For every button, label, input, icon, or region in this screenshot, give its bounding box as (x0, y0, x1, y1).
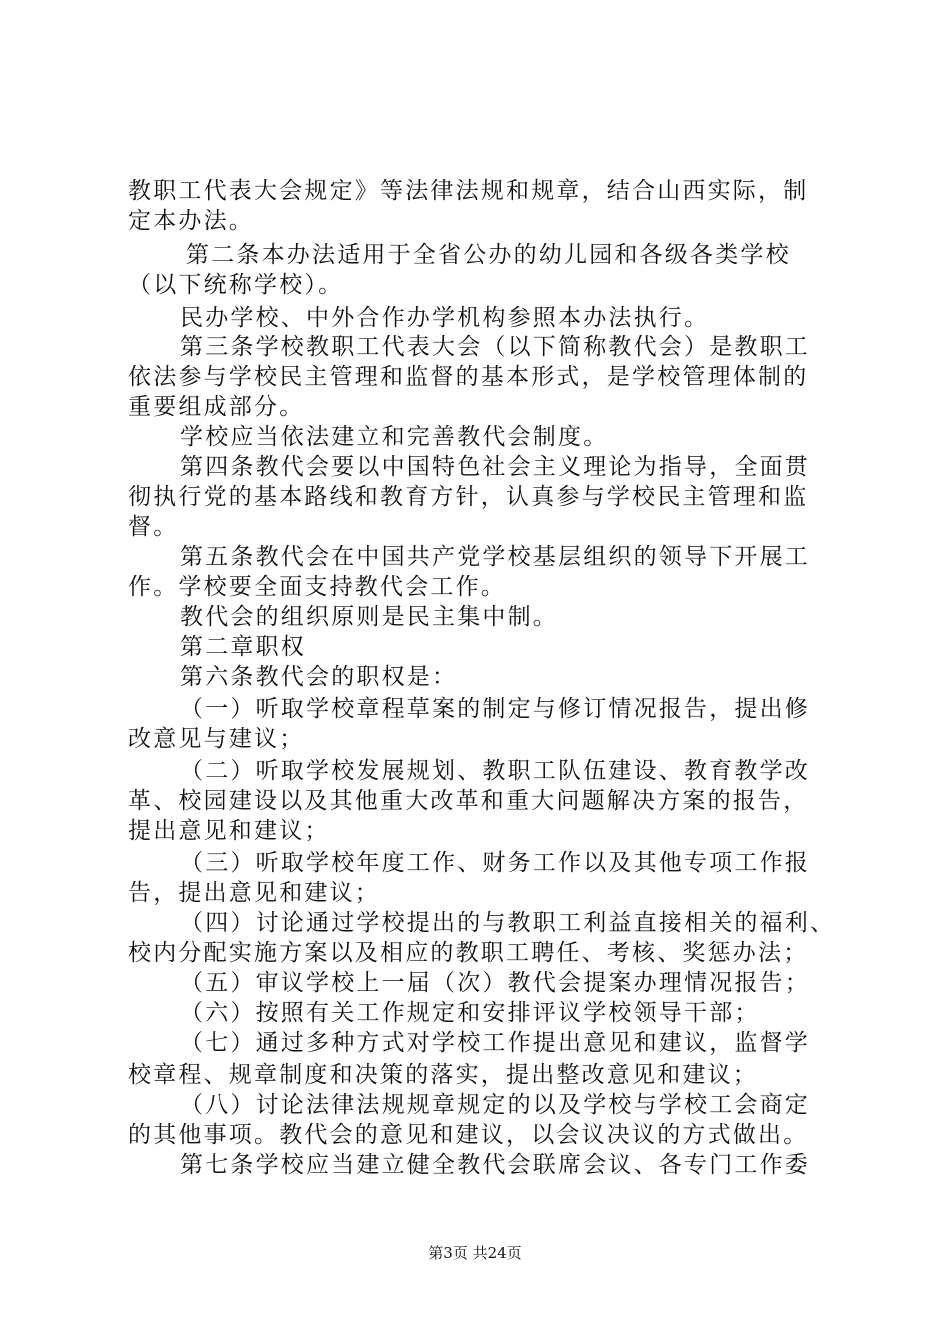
text-line: （八）讨论法律法规规章规定的以及学校与学校工会商定 (180, 1092, 810, 1118)
text-line: 的其他事项。教代会的意见和建议，以会议决议的方式做出。 (128, 1122, 809, 1148)
text-line: （二）听取学校发展规划、教职工队伍建设、教育教学改 (180, 758, 810, 784)
text-line: 学校应当依法建立和完善教代会制度。 (180, 424, 609, 450)
text-line: （以下统称学校）。 (128, 272, 344, 298)
text-line: 教职工代表大会规定》等法律法规和规章，结合山西实际，制 (128, 178, 809, 204)
text-line: 告，提出意见和建议； (128, 880, 380, 906)
text-line: 改意见与建议； (128, 726, 305, 752)
text-line: 提出意见和建议； (128, 818, 330, 844)
text-line: 第七条学校应当建立健全教代会联席会议、各专门工作委 (180, 1152, 810, 1178)
text-line: 民办学校、中外合作办学机构参照本办法执行。 (180, 305, 710, 331)
text-line: （五）审议学校上一届（次）教代会提案办理情况报告； (180, 970, 810, 996)
text-line: 校章程、规章制度和决策的落实，提出整改意见和建议； (128, 1062, 758, 1088)
text-line: 依法参与学校民主管理和监督的基本形式，是学校管理体制的 (128, 364, 809, 390)
text-line: （七）通过多种方式对学校工作提出意见和建议，监督学 (180, 1030, 810, 1056)
text-line: （六）按照有关工作规定和安排评议学校领导干部； (180, 1000, 760, 1026)
text-line: 第三条学校教职工代表大会（以下简称教代会）是教职工 (180, 334, 810, 360)
text-line: 第二条本办法适用于全省公办的幼儿园和各级各类学校 (186, 242, 791, 268)
page-number-footer: 第3页 共24页 (428, 1244, 522, 1262)
text-line: 督。 (128, 514, 179, 540)
text-line: （一）听取学校章程草案的制定与修订情况报告，提出修 (180, 696, 810, 722)
text-line: （四）讨论通过学校提出的与教职工利益直接相关的福利、 (180, 910, 836, 936)
text-line: 彻执行党的基本路线和教育方针，认真参与学校民主管理和监 (128, 484, 809, 510)
text-line: 第四条教代会要以中国特色社会主义理论为指导，全面贯 (180, 454, 810, 480)
chapter-heading: 第二章职权 (180, 634, 306, 660)
text-line: 革、校园建设以及其他重大改革和重大问题解决方案的报告， (128, 788, 809, 814)
text-line: 第六条教代会的职权是： (180, 664, 458, 690)
text-line: 第五条教代会在中国共产党学校基层组织的领导下开展工 (180, 544, 810, 570)
text-line: 教代会的组织原则是民主集中制。 (180, 604, 558, 630)
text-line: 重要组成部分。 (128, 394, 305, 420)
text-line: 作。学校要全面支持教代会工作。 (128, 574, 506, 600)
text-line: 校内分配实施方案以及相应的教职工聘任、考核、奖惩办法； (128, 940, 809, 966)
text-line: 定本办法。 (128, 208, 254, 234)
text-line: （三）听取学校年度工作、财务工作以及其他专项工作报 (180, 850, 810, 876)
